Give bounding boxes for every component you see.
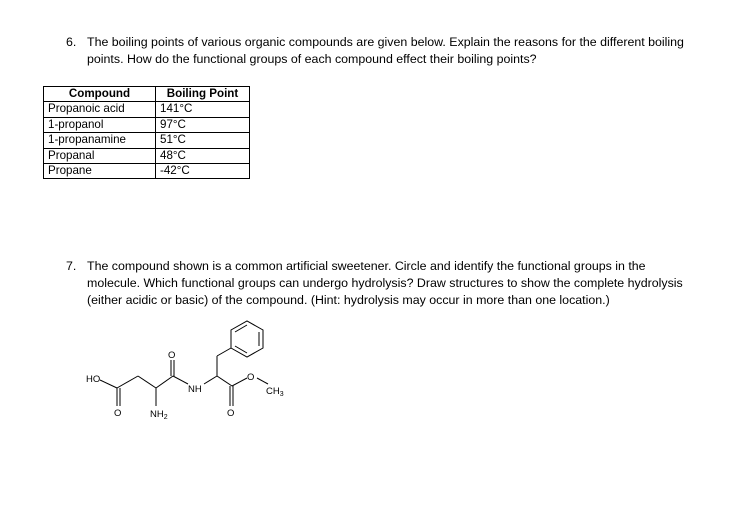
table-row [44,102,250,117]
amine-label [150,409,168,421]
methyl-ch-text: CH [266,386,280,397]
compound-cell: Propanoic acid [44,102,156,117]
aspartame-structure [80,310,310,430]
table-header-row [44,87,250,102]
compound-cell: Propane [44,164,156,179]
question-6-text [87,34,684,68]
question-6-line: points. How do the functional groups of each compound effect their boiling points? [87,52,537,66]
question-6 [66,34,726,70]
boiling-point-cell: 97°C [156,117,250,132]
ester-oxygen-label: O [247,372,255,383]
table-row [44,133,250,148]
methyl-label [266,386,284,398]
question-7-line: (either acidic or basic) of the compound. (Hint: hydrolysis may occur in more than one location.) [87,293,610,307]
boiling-point-cell: -42°C [156,164,250,179]
amide-nh-label: NH [188,384,202,395]
question-6-line: The boiling points of various organic compounds are given below. Explain the reasons for the different boiling [87,35,684,49]
question-7-line: The compound shown is a common artificial sweetener. Circle and identify the functional groups in the [87,259,646,273]
amide-oxygen-label: O [168,350,176,361]
ester-carbonyl-oxygen-label: O [227,408,235,419]
question-7 [66,258,726,314]
molecule-bonds [100,321,268,406]
question-7-number: 7. [66,259,77,273]
boiling-point-cell: 48°C [156,148,250,163]
table-row [44,164,250,179]
compound-cell: 1-propanamine [44,133,156,148]
question-7-text [87,258,683,309]
question-7-line: molecule. Which functional groups can undergo hydrolysis? Draw structures to show the complete hydrolysis [87,276,683,290]
compound-cell: Propanal [44,148,156,163]
boiling-point-cell: 141°C [156,102,250,117]
question-6-number: 6. [66,35,77,49]
table-row [44,148,250,163]
header-boiling-point: Boiling Point [156,87,250,102]
boiling-point-table [43,86,250,179]
methyl-subscript: 3 [279,391,284,398]
compound-cell: 1-propanol [44,117,156,132]
header-compound: Compound [44,87,156,102]
amine-subscript: 2 [163,414,168,421]
table-row [44,117,250,132]
boiling-point-cell: 51°C [156,133,250,148]
hydroxyl-label: HO [86,374,101,385]
carbonyl-oxygen-label: O [114,408,122,419]
amine-nh-text: NH [150,409,164,420]
